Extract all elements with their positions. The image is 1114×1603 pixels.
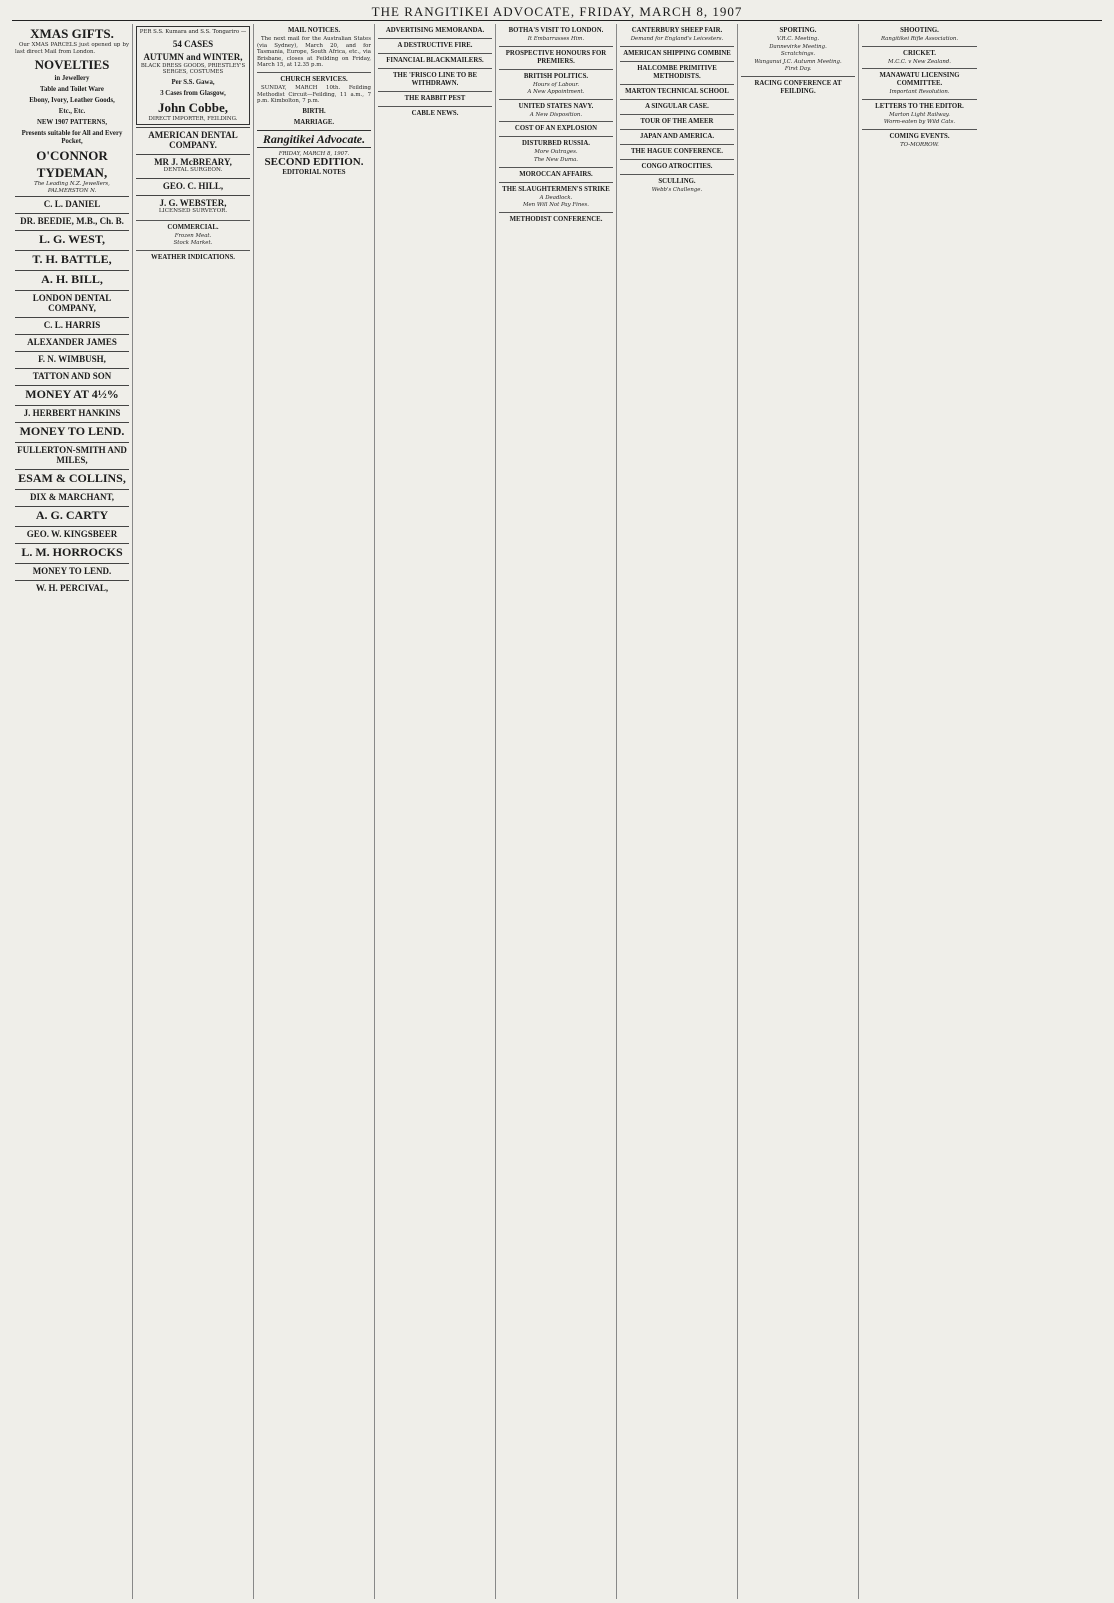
explosion-heading: COST OF AN EXPLOSION	[514, 125, 598, 133]
marriage-heading: MARRIAGE.	[293, 118, 335, 126]
vrc-sub: V.R.C. Meeting.	[776, 36, 820, 42]
column-8	[859, 24, 980, 1599]
premiers-heading: PROSPECTIVE HONOURS FOR PREMIERS.	[505, 49, 607, 65]
ad-percival: W. H. PERCIVAL,	[35, 583, 109, 594]
hague-heading: THE HAGUE CONFERENCE.	[631, 147, 723, 155]
ad-james: ALEXANDER JAMES	[27, 337, 117, 348]
wanganui-sub: Wanganui J.C. Autumn Meeting.	[754, 58, 842, 65]
church-heading: CHURCH SERVICES.	[280, 75, 348, 83]
ad-webster: J. G. WEBSTER,	[159, 197, 227, 208]
novelties-heading: NOVELTIES	[34, 57, 110, 73]
methodist-heading: METHODIST CONFERENCE.	[509, 215, 603, 223]
ad-carty: A. G. CARTY	[35, 508, 109, 523]
coming-heading: COMING EVENTS.	[889, 132, 950, 140]
appointment-sub: A New Appointment.	[527, 89, 585, 96]
morocco-heading: MOROCCAN AFFAIRS.	[519, 170, 593, 178]
russia-heading: DISTURBED RUSSIA.	[522, 140, 590, 148]
column-7	[738, 24, 859, 1599]
japan-heading: JAPAN AND AMERICA.	[639, 132, 715, 140]
column-5	[496, 24, 617, 1599]
xmas-gifts-heading: XMAS GIFTS.	[30, 26, 114, 41]
leicesters-sub: Demand for England's Leicesters.	[630, 36, 724, 42]
column-6	[617, 24, 738, 1599]
fire-heading: A DESTRUCTIVE FIRE.	[397, 42, 473, 49]
column-2	[133, 24, 254, 1599]
cable-heading: CABLE NEWS.	[411, 110, 459, 117]
masthead: THE RANGITIKEI ADVOCATE, FRIDAY, MARCH 8, 1907	[12, 4, 1102, 21]
advertising-heading: ADVERTISING MEMORANDA.	[385, 27, 485, 34]
column-1	[12, 24, 133, 1599]
dannevirke-sub: Dannevirke Meeting.	[769, 43, 827, 50]
ad-bill: A. H. BILL,	[41, 272, 103, 287]
scratchings-sub: Scratchings.	[780, 51, 816, 58]
letters-heading: LETTERS TO THE EDITOR.	[875, 102, 964, 110]
paper-date: FRIDAY, MARCH 8, 1907.	[278, 150, 350, 157]
halcombe-heading: HALCOMBE PRIMITIVE METHODISTS.	[637, 64, 717, 80]
ad-west: L. G. WEST,	[39, 232, 105, 247]
church-text: SUNDAY, MARCH 10th. Feilding Methodist Circuit—Feilding, 11 a.m., 7 p.m. Kimbolton, 7 p.m.	[257, 84, 371, 105]
racing-heading: RACING CONFERENCE AT FEILDING.	[754, 79, 842, 95]
editorial-notes-heading: EDITORIAL NOTES	[282, 168, 346, 176]
birth-heading: BIRTH.	[302, 107, 326, 115]
congo-heading: CONGO ATROCITIES.	[641, 162, 713, 170]
column-3	[254, 24, 375, 1599]
ad-dental: LONDON DENTAL COMPANY,	[32, 293, 112, 314]
outrages-sub: More Outrages.	[534, 149, 578, 156]
frisco-heading: THE 'FRISCO LINE TO BE WITHDRAWN.	[393, 72, 477, 87]
gawa-heading: Per S.S. Gawa,	[171, 78, 215, 86]
shooting-heading: SHOOTING.	[900, 27, 939, 34]
railway-sub: Marton Light Railway.	[889, 111, 950, 118]
ad-mcbreary: MR J. McBREARY,	[154, 157, 232, 168]
firm-desc: The Leading N.Z. Jewellers, PALMERSTON N.	[34, 181, 110, 194]
canterbury-heading: CANTERBURY SHEEP FAIR.	[631, 27, 723, 34]
disposition-sub: A New Disposition.	[529, 111, 583, 118]
frozen-heading: Frozen Meat.	[174, 232, 212, 239]
licensing-heading: MANAWATU LICENSING COMMITTEE.	[879, 72, 960, 88]
columns	[12, 24, 1102, 1599]
ad-beedie: DR. BEEDIE, M.B., Ch. B.	[20, 216, 124, 227]
ad-dix: DIX & MARCHANT,	[29, 492, 115, 503]
duma-sub: The New Duma.	[533, 156, 579, 163]
cases-heading: 54 CASES	[172, 38, 214, 49]
stock-heading: Stock Market.	[173, 240, 213, 247]
novelty-line: in Jewellery	[54, 75, 90, 83]
sporting-heading: SPORTING.	[779, 27, 817, 34]
navy-heading: UNITED STATES NAVY.	[518, 102, 594, 110]
ad-money: MONEY AT 4½%	[25, 387, 119, 402]
ad-kingsbeer: GEO. W. KINGSBEER	[26, 529, 118, 540]
xmas-text: Our XMAS PARCELS just opened up by last direct Mail from London.	[15, 42, 129, 55]
wormeaten-sub: Worm-eaten by Wild Cats.	[883, 119, 956, 126]
novelty-line: Etc., Etc.	[58, 108, 86, 116]
oconnor-name: O'CONNOR	[36, 148, 108, 164]
autumn-heading: AUTUMN and WINTER,	[143, 51, 243, 62]
deadlock-sub: A Deadlock.	[539, 194, 573, 201]
ad-wimbush: F. N. WIMBUSH,	[38, 354, 106, 365]
patterns-heading: NEW 1907 PATTERNS,	[36, 119, 108, 127]
ad-harris: C. L. HARRIS	[43, 320, 101, 331]
marton-heading: MARTON TECHNICAL SCHOOL	[625, 87, 729, 95]
ad-american-dental: AMERICAN DENTAL COMPANY.	[148, 130, 238, 151]
tomorrow-sub: TO-MORROW.	[900, 141, 939, 148]
cobbe-name: John Cobbe,	[157, 99, 229, 115]
embarrasses-sub: It Embarrasses Him.	[527, 36, 585, 42]
important-sub: Important Resolution.	[889, 89, 950, 96]
cricket-heading: CRICKET.	[903, 49, 936, 57]
sculling-heading: SCULLING.	[658, 177, 696, 185]
glasgow-heading: 3 Cases from Glasgow,	[160, 89, 226, 97]
novelty-line: Ebony, Ivory, Leather Goods,	[29, 97, 115, 105]
shipping-heading: AMERICAN SHIPPING COMBINE	[623, 49, 731, 57]
mail-text: The next mail for the Australian States (via Sydney), March 20, and for Tasmania, Europe, South Africa, etc., via Brisbane, closes at Feilding on Friday, March 15, at 12.35 p.m.	[257, 36, 371, 69]
mcbreary-sub: DENTAL SURGEON.	[163, 167, 223, 174]
paper-title: Rangitikei Advocate.	[257, 130, 371, 148]
ad-fullerton: FULLERTON-SMITH AND MILES,	[17, 445, 127, 466]
column-4	[375, 24, 496, 1599]
ad-daniel: C. L. DANIEL	[43, 199, 101, 210]
ad-hankins: J. HERBERT HANKINS	[23, 408, 121, 419]
fines-sub: Men Will Not Pay Fines.	[522, 202, 590, 209]
weather-heading: WEATHER INDICATIONS.	[151, 253, 235, 261]
kumara-line: PER S.S. Kumara and S.S. Tongariro —	[139, 29, 247, 35]
novelty-line: Table and Toilet Ware	[40, 86, 104, 94]
rifle-sub: Rangitikei Rifle Association.	[880, 36, 959, 42]
blackmailers-heading: FINANCIAL BLACKMAILERS.	[386, 57, 484, 64]
ad-lend2: MONEY TO LEND.	[32, 566, 112, 577]
ad-hill: GEO. C. HILL,	[162, 180, 224, 191]
second-edition: SECOND EDITION.	[264, 156, 364, 169]
ad-tatton: TATTON AND SON	[32, 371, 112, 382]
ad-lend: MONEY TO LEND.	[19, 424, 125, 439]
webster-sub: LICENSED SURVEYOR.	[158, 207, 228, 214]
hours-sub: Hours of Labour.	[532, 81, 580, 88]
botha-heading: BOTHA'S VISIT TO LONDON.	[508, 27, 604, 34]
goods-line: BLACK DRESS GOODS, PRIESTLEY'S SERGES, COSTUMES	[140, 62, 246, 76]
presents-line: Presents suitable for All and Every Pocket,	[21, 130, 123, 146]
strike-heading: THE SLAUGHTERMEN'S STRIKE	[502, 185, 610, 193]
mail-heading: MAIL NOTICES.	[287, 27, 341, 34]
webb-sub: Webb's Challenge.	[651, 186, 703, 193]
ameer-heading: TOUR OF THE AMEER	[640, 117, 714, 125]
ad-esam: ESAM & COLLINS,	[18, 471, 126, 486]
ad-battle: T. H. BATTLE,	[32, 252, 112, 267]
cobbe-sub: DIRECT IMPORTER, FEILDING.	[148, 115, 238, 122]
ad-horrocks: L. M. HORROCKS	[21, 545, 123, 560]
first-day-sub: First Day.	[784, 66, 812, 73]
commercial-heading: COMMERCIAL.	[167, 223, 219, 231]
cases-ad	[136, 26, 250, 125]
tydeman-name: TYDEMAN,	[36, 165, 108, 181]
singular-heading: A SINGULAR CASE.	[645, 102, 709, 110]
rabbit-heading: THE RABBIT PEST	[404, 95, 466, 102]
mcc-sub: M.C.C. v New Zealand.	[888, 58, 951, 65]
politics-heading: BRITISH POLITICS.	[523, 72, 589, 80]
